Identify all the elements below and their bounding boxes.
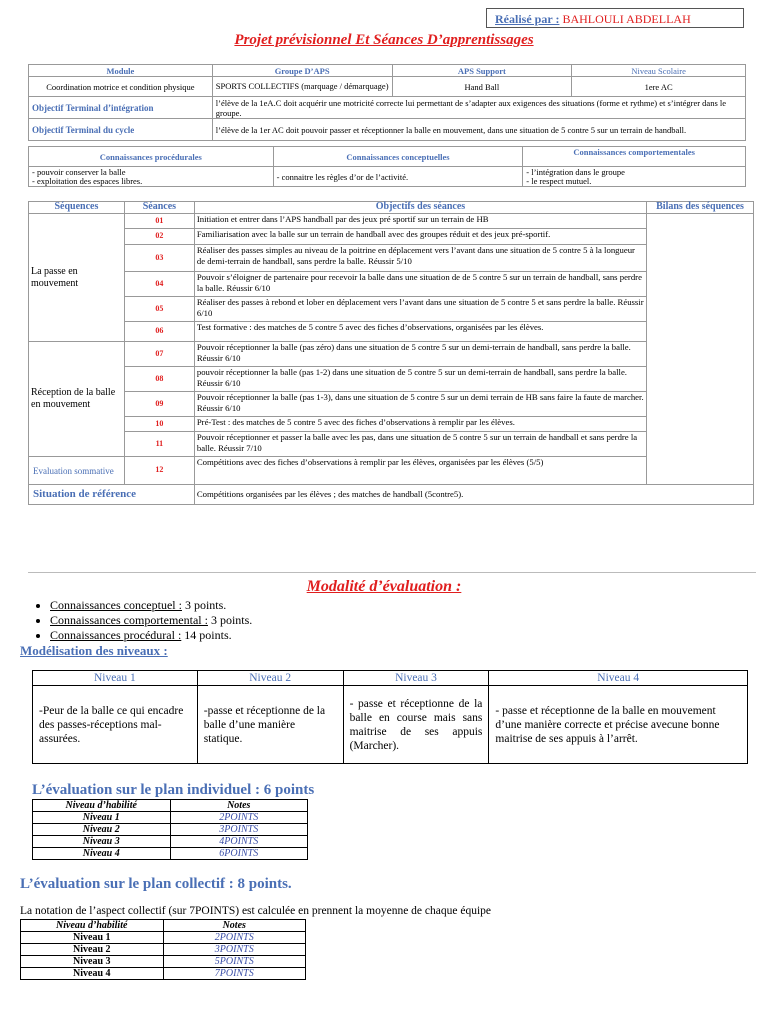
info-aps: Hand Ball [392,77,572,97]
notes-level: Niveau 1 [21,932,164,944]
points-value: 14 points. [181,628,232,642]
oti-label: Objectif Terminal d’intégration [29,97,213,119]
knowledge-comp-item: - l’intégration dans le groupe [526,166,625,177]
points-value: 3 points. [181,598,227,612]
author-label: Réalisé par : [495,12,560,26]
seance-objective: Initiation et entrer dans l’APS handball par des jeux pré sportif sur un terrain de HB [194,214,646,229]
info-header-module: Module [29,65,213,77]
modelisation-heading: Modélisation des niveaux : [20,643,168,658]
seance-number: 07 [124,342,194,367]
seance-objective: Pré-Test : des matches de 5 contre 5 avec des fiches d’observations à remplir par les élèves. [194,417,646,432]
seance-number: 08 [124,367,194,392]
seq-header-seances: Séances [124,202,194,214]
knowledge-header-conc: Connaissances conceptuelles [273,147,523,167]
individual-notes-table [32,799,308,860]
info-table [28,64,746,141]
knowledge-proc-item: - pouvoir conserver la balle [32,166,126,177]
notes-value: 4POINTS [170,836,308,848]
points-item [50,598,252,613]
otc-text: l’élève de la 1er AC doit pouvoir passer et réceptionner la balle en mouvement, dans une situation de 5 contre 5 sur un terrain de handball. [212,119,745,141]
seance-number: 01 [124,214,194,229]
knowledge-comp-item: - le respect mutuel. [526,175,592,186]
otc-label: Objectif Terminal du cycle [29,119,213,141]
levels-table [32,670,748,764]
seance-objective: Pouvoir s’éloigner de partenaire pour recevoir la balle dans une situation de de 5 contre 5 sur un terrain de handball, sans perdre la balle. Réussir 6/10 [194,272,646,297]
sequences-table [28,201,754,505]
knowledge-table [28,146,746,187]
seance-objective: Familiarisation avec la balle sur un terrain de handball avec des groupes réduit et des jeux pré-sportif. [194,229,646,245]
seance-number: 02 [124,229,194,245]
seance-objective: Pouvoir réceptionner la balle (pas zéro) dans une situation de 5 contre 5 sur un demi-terrain de handball, sans perdre la balle. Réussir 6/10 [194,342,646,367]
notes-value: 6POINTS [170,848,308,860]
notes-level: Niveau 2 [21,944,164,956]
knowledge-header-comp: Connaissances comportementales [523,147,746,167]
notes-level: Niveau 2 [33,824,171,836]
level-header: Niveau 2 [197,671,343,686]
reference-text: Compétitions organisées par les élèves ; des matches de handball (5contre5). [194,485,753,505]
points-label: Connaissances conceptuel : [50,598,182,612]
points-label: Connaissances procédural : [50,628,182,642]
knowledge-conc: - connaitre les règles d’or de l’activité. [273,167,523,187]
seance-number: 04 [124,272,194,297]
level-description: - passe et réceptionne de la balle en mouvement d’une manière correcte et précise avecune bonne maitrise de ses appuis à l’arrêt. [489,686,748,764]
notes-value: 3POINTS [170,824,308,836]
seance-number: 10 [124,417,194,432]
seance-objective: Test formative : des matches de 5 contre 5 avec des fiches d’observations, organisées par les élèves. [194,322,646,342]
seance-objective: Pouvoir réceptionner la balle (pas 1-3), dans une situation de 5 contre 5 sur un demi terrain de HB sans faire la faute de marcher. Réussir 6/10 [194,392,646,417]
level-header: Niveau 4 [489,671,748,686]
info-niveau: 1ere AC [572,77,746,97]
page-title: Projet prévisionnel Et Séances D’apprentissages [234,32,534,48]
seance-objective: pouvoir réceptionner la balle (pas 1-2) dans une situation de 5 contre 5 sur un demi-terrain de handball, sans perdre la balle. Réussir 6/10 [194,367,646,392]
divider [28,572,756,573]
points-item [50,613,252,628]
sequence-group: Evaluation sommative [29,457,125,485]
notes-header: Notes [170,800,308,812]
notes-header: Notes [163,920,306,932]
seance-number: 09 [124,392,194,417]
seance-objective: Réaliser des passes à rebond et lober en déplacement vers l’avant dans une situation de 5 contre 5 et sans perdre la balle. Réussir 6/10 [194,297,646,322]
info-module: Coordination motrice et condition physique [29,77,213,97]
seance-objective: Réaliser des passes simples au niveau de la poitrine en déplacement vers l’avant dans une situation de 5 contre 5 à la longueur de demi-terrain de handball, sans perdre la balle. Réussir 5/10 [194,245,646,272]
seance-number: 12 [124,457,194,485]
notes-level: Niveau 3 [21,956,164,968]
collective-title: L’évaluation sur le plan collectif : 8 points. [20,876,292,892]
knowledge-header-proc: Connaissances procédurales [29,147,274,167]
modalite-title: Modalité d’évaluation : [306,578,462,595]
info-header-groupe: Groupe D’APS [212,65,392,77]
notes-value: 2POINTS [170,812,308,824]
seance-objective: Pouvoir réceptionner et passer la balle avec les pas, dans une situation de 5 contre 5 sur un terrain de handball et sans perdre la balle. Réussir 7/10 [194,432,646,457]
notes-value: 5POINTS [163,956,306,968]
notes-header: Niveau d’habilité [21,920,164,932]
seq-header-sequences: Séquences [29,202,125,214]
collective-notation: La notation de l’aspect collectif (sur 7POINTS) est calculée en prennent la moyenne de chaque équipe [20,905,491,917]
level-description: - passe et réceptionne de la balle en course mais sans maitrise de ses appuis (Marcher). [343,686,489,764]
sequence-group: Réception de la balle en mouvement [29,342,125,457]
author-box [486,8,744,28]
info-header-aps: APS Support [392,65,572,77]
level-header: Niveau 3 [343,671,489,686]
level-description: -Peur de la balle ce qui encadre des passes-réceptions mal-assurées. [33,686,198,764]
notes-value: 3POINTS [163,944,306,956]
seance-number: 06 [124,322,194,342]
points-label: Connaissances comportemental : [50,613,208,627]
notes-value: 7POINTS [163,968,306,980]
notes-level: Niveau 1 [33,812,171,824]
reference-label: Situation de référence [29,485,195,505]
notes-header: Niveau d’habilité [33,800,171,812]
points-list [18,598,252,643]
level-header: Niveau 1 [33,671,198,686]
seq-header-objectifs: Objectifs des séances [194,202,646,214]
notes-value: 2POINTS [163,932,306,944]
author-name: BAHLOULI ABDELLAH [562,12,691,26]
bilans-cell [647,214,754,485]
notes-level: Niveau 4 [21,968,164,980]
notes-level: Niveau 4 [33,848,171,860]
info-header-niveau: Niveau Scolaire [572,65,746,77]
knowledge-proc [29,167,274,187]
seance-number: 11 [124,432,194,457]
seance-objective: Compétitions avec des fiches d’observations à remplir par les élèves, organisées par les élèves (5/5) [194,457,646,485]
sequence-group: La passe en mouvement [29,214,125,342]
knowledge-proc-item: - exploitation des espaces libres. [32,175,143,186]
oti-text: l’élève de la 1eA.C doit acquérir une motricité correcte lui permettant de s’adapter aux exigences des situations (forme et rythme) et s’intégrer dans le groupe. [212,97,745,119]
info-groupe: SPORTS COLLECTIFS (marquage / démarquage) [212,77,392,97]
points-value: 3 points. [207,613,253,627]
notes-level: Niveau 3 [33,836,171,848]
seance-number: 03 [124,245,194,272]
knowledge-comp [523,167,746,187]
points-item [50,628,252,643]
seq-header-bilans: Bilans des séquences [647,202,754,214]
level-description: -passe et réceptionne de la balle d’une manière statique. [197,686,343,764]
individual-title: L’évaluation sur le plan individuel : 6 points [32,782,315,798]
seance-number: 05 [124,297,194,322]
collective-notes-table [20,919,306,980]
